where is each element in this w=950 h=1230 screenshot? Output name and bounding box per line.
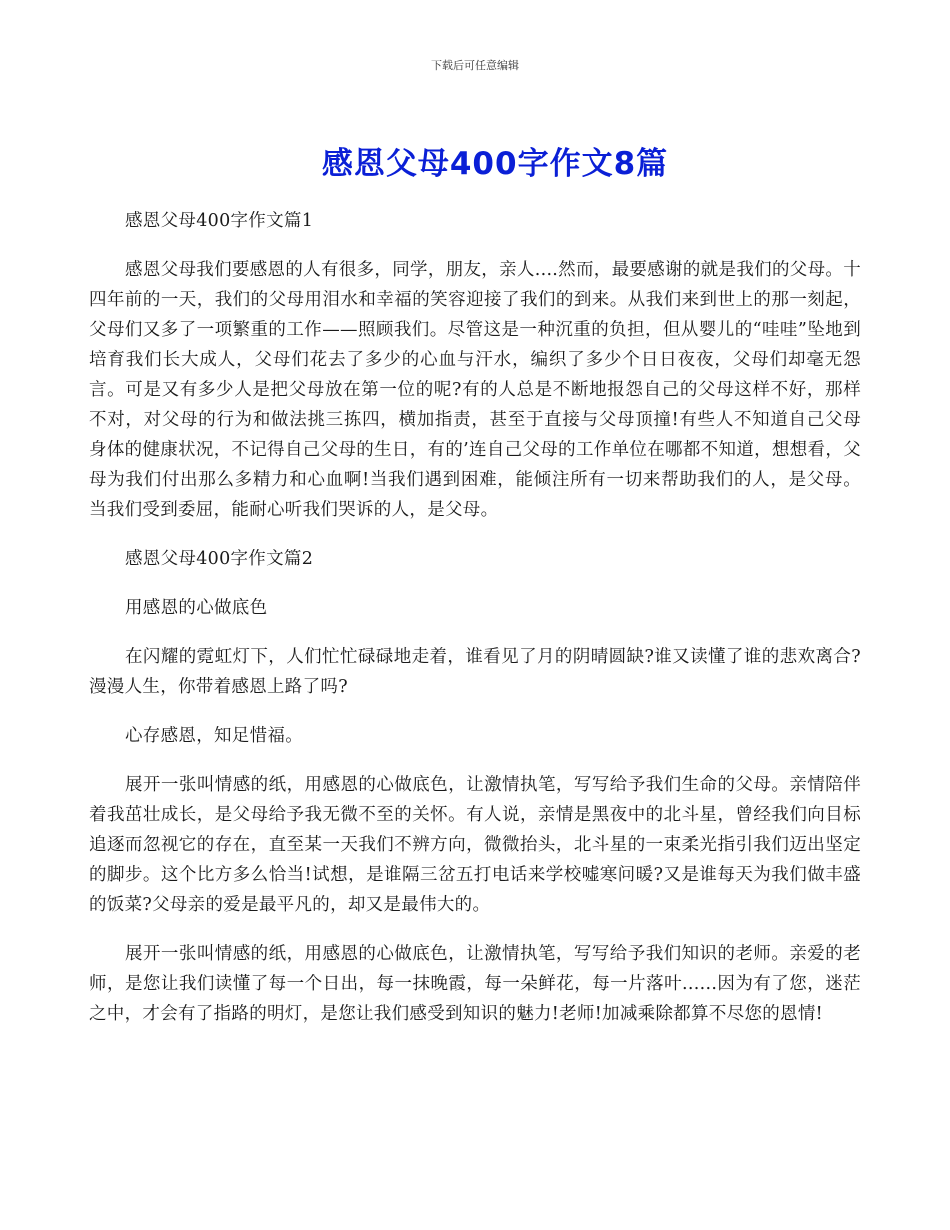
paragraph: 在闪耀的霓虹灯下，人们忙忙碌碌地走着，谁看见了月的阴晴圆缺?谁又读懂了谁的悲欢离合?漫漫人生，你带着感恩上路了吗? <box>89 647 861 697</box>
essay-heading-1: 感恩父母400字作文篇1 <box>125 211 314 231</box>
essay-heading-2: 感恩父母400字作文篇2 <box>125 549 314 569</box>
paragraph: 展开一张叫情感的纸，用感恩的心做底色，让激情执笔，写写给予我们生命的父母。亲情陪伴着我茁壮成长，是父母给予我无微不至的关怀。有人说，亲情是黑夜中的北斗星，曾经我们向目标追逐而忽视它的存在，直至某一天我们不辨方向，微微抬头，北斗星的一束柔光指引我们迈出坚定的脚步。这个比方多么恰当!试想，是谁隔三岔五打电话来学校嘘寒问暖?又是谁每天为我们做丰盛的饭菜?父母亲的爱是最平凡的，却又是最伟大的。 <box>89 775 861 915</box>
paragraph-subtitle: 用感恩的心做底色 <box>125 598 268 618</box>
document-title: 感恩父母400字作文8篇 <box>321 146 669 182</box>
paragraph: 感恩父母我们要感恩的人有很多，同学，朋友，亲人....然而，最要感谢的就是我们的父母。十四年前的一天，我们的父母用泪水和幸福的笑容迎接了我们的到来。从我们来到世上的那一刻起，父母们又多了一项繁重的工作——照顾我们。尽管这是一种沉重的负担，但从婴儿的“哇哇”坠地到培育我们长大成人，父母们花去了多少的心血与汗水，编织了多少个日日夜夜，父母们却毫无怨言。可是又有多少人是把父母放在第一位的呢?有的人总是不断地报怨自己的父母这样不好，那样不对，对父母的行为和做法挑三拣四，横加指责，甚至于直接与父母顶撞!有些人不知道自己父母身体的健康状况，不记得自己父母的生日，有的’连自己父母的工作单位在哪都不知道，想想看，父母为我们付出那么多精力和心血啊!当我们遇到困难，能倾注所有一切来帮助我们的人，是父母。当我们受到委屈，能耐心听我们哭诉的人，是父母。 <box>89 260 861 520</box>
paragraph: 展开一张叫情感的纸，用感恩的心做底色，让激情执笔，写写给予我们知识的老师。亲爱的老师，是您让我们读懂了每一个日出，每一抹晚霞，每一朵鲜花，每一片落叶......因为有了您，迷茫之中，才会有了指路的明灯，是您让我们感受到知识的魅力!老师!加减乘除都算不尽您的恩情! <box>89 944 861 1024</box>
document-body <box>89 206 861 1048</box>
paragraph: 心存感恩，知足惜福。 <box>125 726 303 746</box>
header-note: 下载后可任意编辑 <box>431 59 519 72</box>
